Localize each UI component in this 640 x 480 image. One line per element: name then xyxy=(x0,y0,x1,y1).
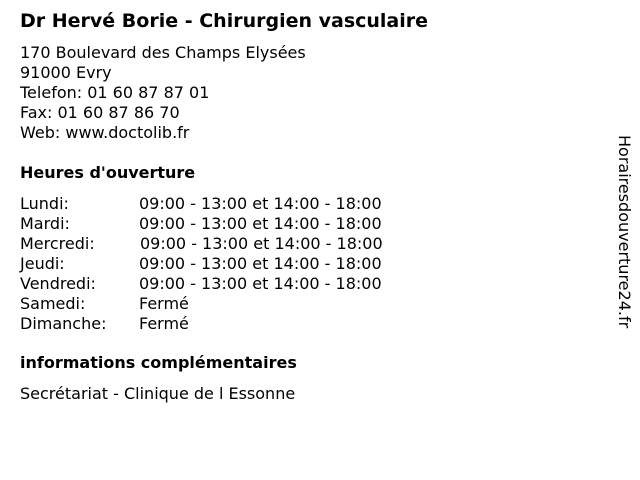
info-heading: informations complémentaires xyxy=(20,353,297,372)
address-block xyxy=(20,43,306,143)
time-value: 09:00 - 13:00 et 14:00 - 18:00 xyxy=(139,274,382,293)
day-label: Mardi: xyxy=(20,214,70,233)
time-value: Fermé xyxy=(139,294,189,313)
hours-row xyxy=(20,294,383,314)
hours-row xyxy=(20,254,383,274)
day-label: Samedi: xyxy=(20,294,86,313)
website: Web: www.doctolib.fr xyxy=(20,123,190,142)
time-value: 09:00 - 13:00 et 14:00 - 18:00 xyxy=(139,214,382,233)
fax-number: Fax: 01 60 87 86 70 xyxy=(20,103,180,122)
time-value: 09:00 - 13:00 et 14:00 - 18:00 xyxy=(139,254,382,273)
day-label: Lundi: xyxy=(20,194,69,213)
time-value: 09:00 - 13:00 et 14:00 - 18:00 xyxy=(139,194,382,213)
day-label: Jeudi: xyxy=(20,254,65,273)
info-text: Secrétariat - Clinique de l Essonne xyxy=(20,384,296,403)
hours-row xyxy=(20,194,383,214)
hours-heading: Heures d'ouverture xyxy=(20,163,196,182)
page-title: Dr Hervé Borie - Chirurgien vasculaire xyxy=(20,10,429,32)
hours-row xyxy=(20,274,383,294)
phone-number: Telefon: 01 60 87 87 01 xyxy=(20,83,210,102)
day-label: Vendredi: xyxy=(20,274,96,293)
opening-hours-table xyxy=(20,194,383,334)
day-label: Dimanche: xyxy=(20,314,107,333)
street-address: 170 Boulevard des Champs Elysées xyxy=(20,43,306,62)
hours-row xyxy=(20,234,383,254)
city: 91000 Evry xyxy=(20,63,112,82)
site-watermark: Horairesdouverture24.fr xyxy=(615,135,634,329)
time-value: 09:00 - 13:00 et 14:00 - 18:00 xyxy=(140,234,383,253)
hours-row xyxy=(20,314,383,334)
time-value: Fermé xyxy=(139,314,189,333)
hours-row xyxy=(20,214,383,234)
day-label: Mercredi: xyxy=(20,234,95,253)
